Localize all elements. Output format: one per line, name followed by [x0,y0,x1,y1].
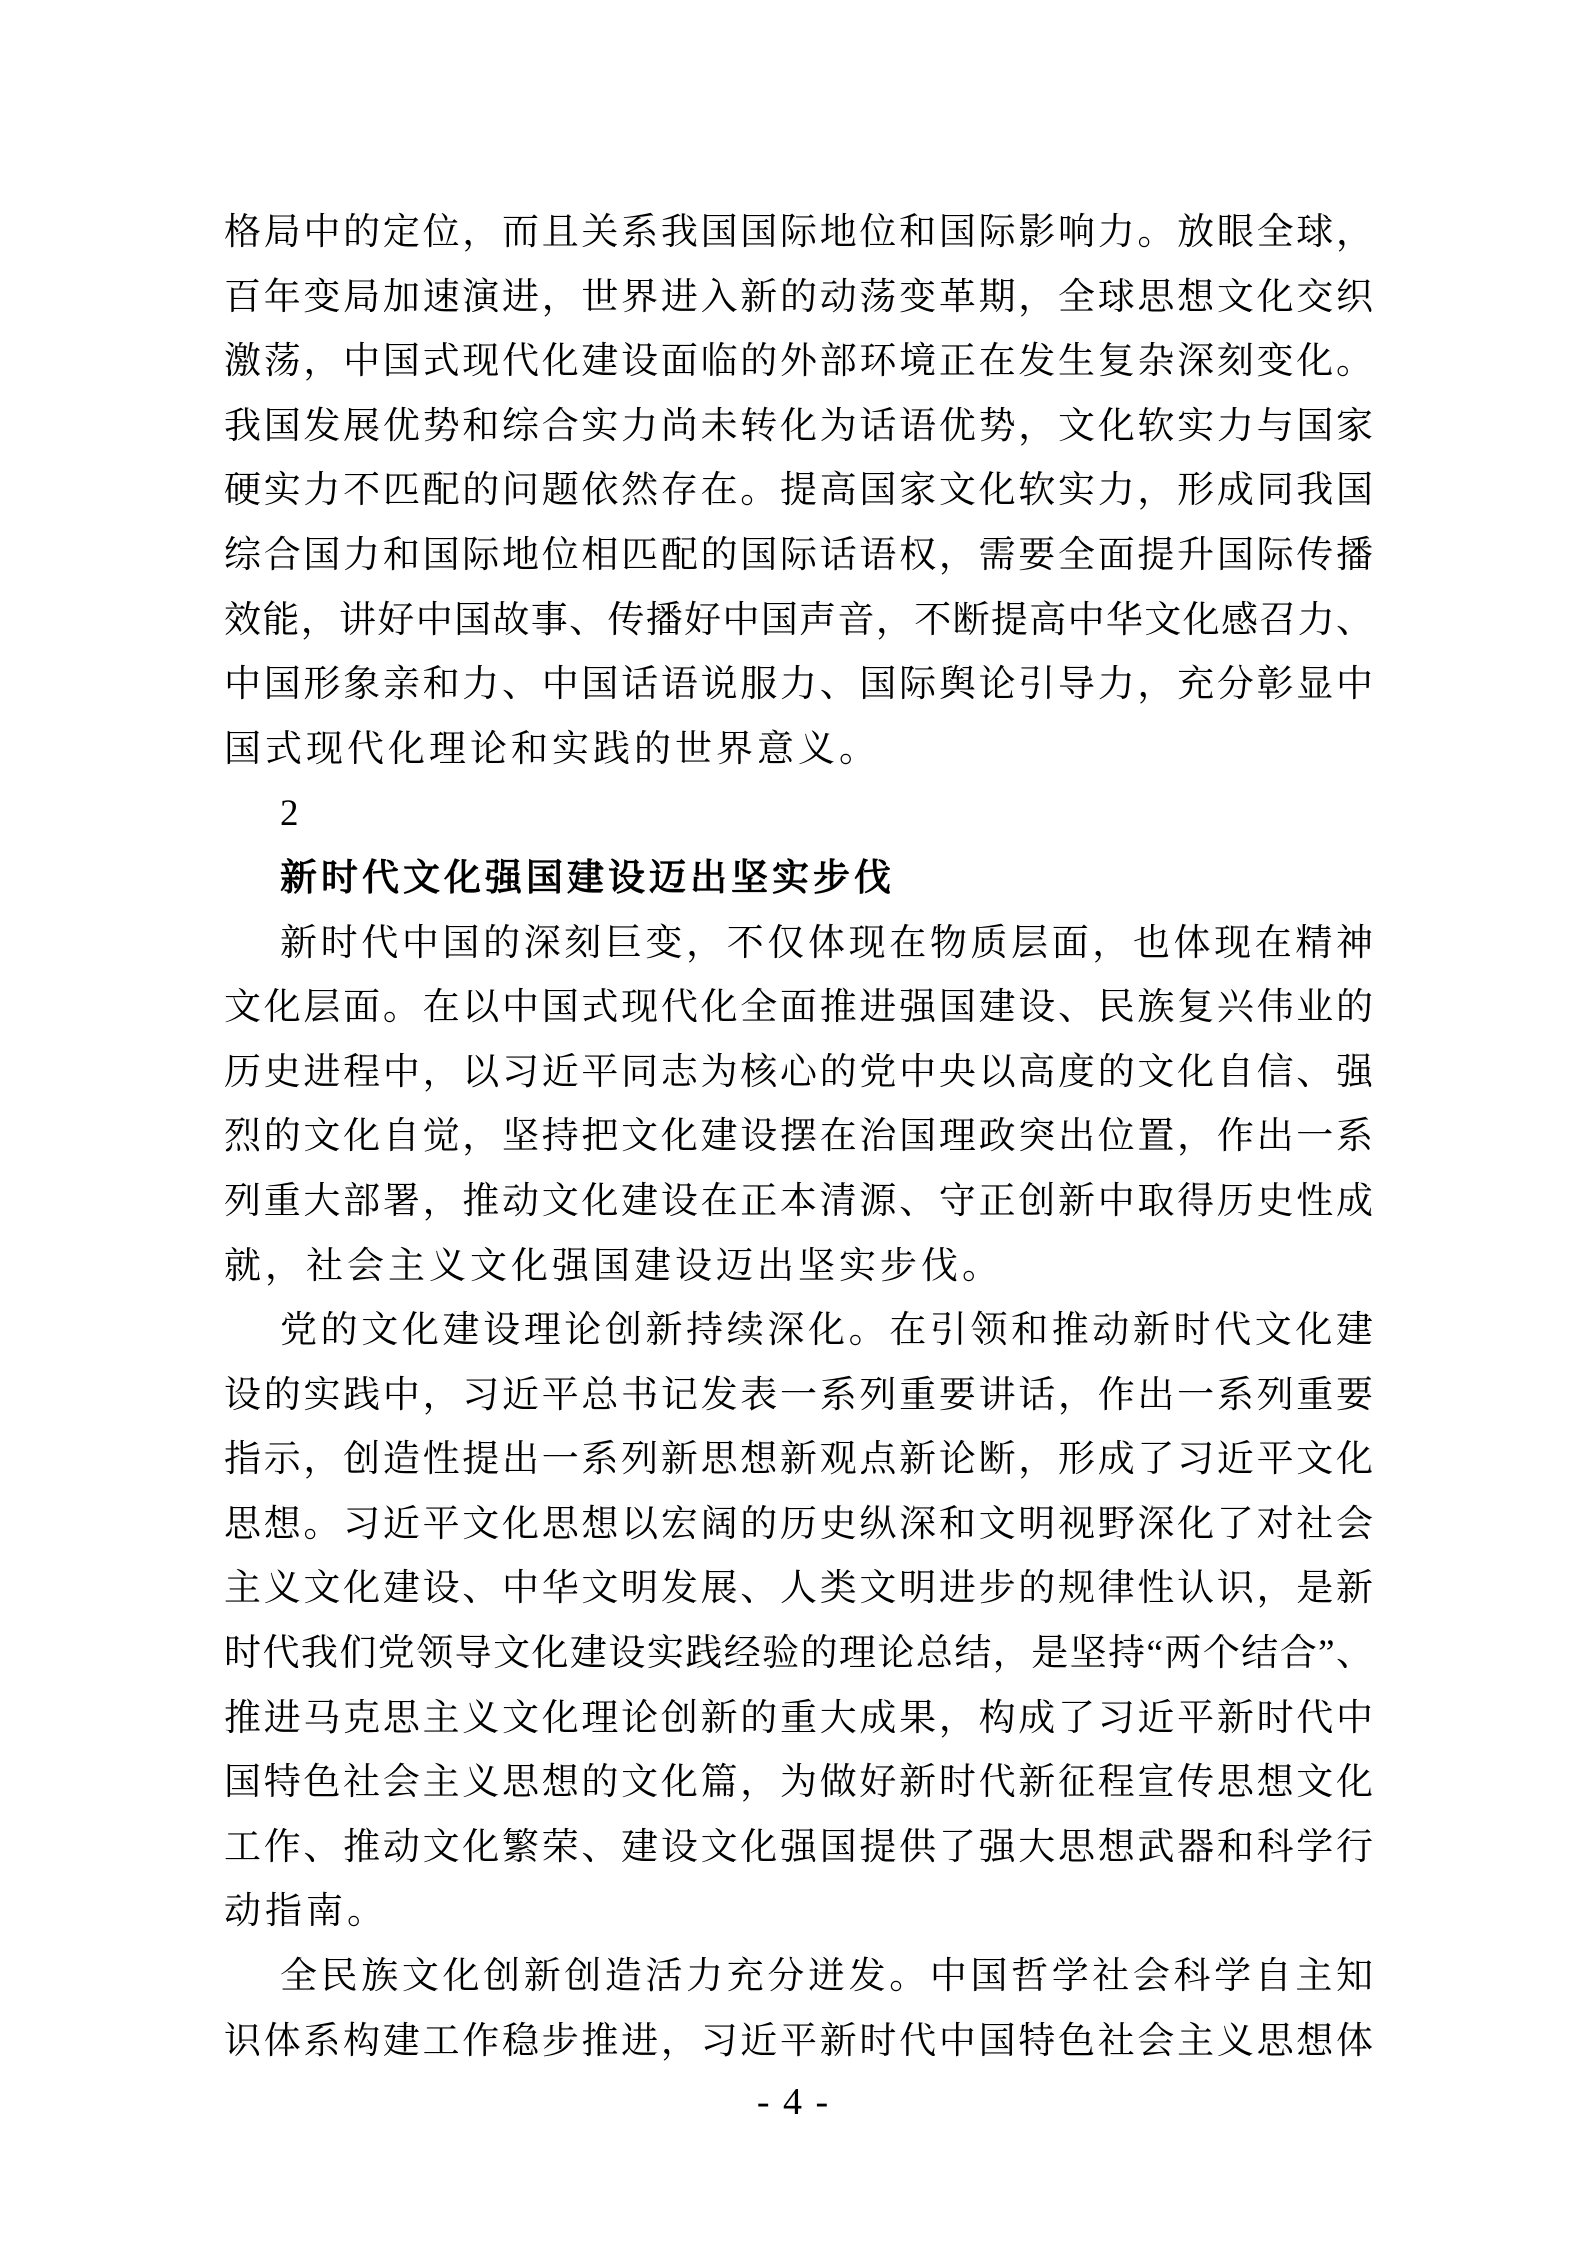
text-line: 硬实力不匹配的问题依然存在。提高国家文化软实力，形成同我国 [224,470,1373,512]
text-line: 全民族文化创新创造活力充分迸发。中国哲学社会科学自主知 [280,1956,1373,1998]
text-line: 格局中的定位，而且关系我国国际地位和国际影响力。放眼全球， [224,212,1373,253]
text-line: 就，社会主义文化强国建设迈出坚实步伐。 [224,1245,1003,1287]
text-line: 中国形象亲和力、中国话语说服力、国际舆论引导力，充分彰显中 [224,664,1373,706]
text-line: 激荡，中国式现代化建设面临的外部环境正在发生复杂深刻变化。 [224,341,1373,383]
text-line: 我国发展优势和综合实力尚未转化为话语优势，文化软实力与国家 [224,405,1373,447]
paragraph [224,1299,1373,1945]
text-line: 设的实践中，习近平总书记发表一系列重要讲话，作出一系列重要 [224,1374,1373,1416]
text-line: 时代我们党领导文化建设实践经验的理论总结，是坚持“两个结合”、 [224,1633,1373,1675]
page-number: - 4 - [756,2081,831,2123]
paragraph-continuation [224,201,1373,782]
text-line: 烈的文化自觉，坚持把文化建设摆在治国理政突出位置，作出一系 [224,1116,1373,1158]
text-line: 指示，创造性提出一系列新思想新观点新论断，形成了习近平文化 [224,1439,1373,1481]
text-line: 识体系构建工作稳步推进，习近平新时代中国特色社会主义思想体 [224,2020,1373,2062]
text-line: 效能，讲好中国故事、传播好中国声音，不断提高中华文化感召力、 [224,599,1373,641]
text-line: 推进马克思主义文化理论创新的重大成果，构成了习近平新时代中 [224,1697,1373,1739]
section-number: 2 [280,793,303,835]
text-line: 百年变局加速演进，世界进入新的动荡变革期，全球思想文化交织 [224,276,1373,318]
text-line: 工作、推动文化繁荣、建设文化强国提供了强大思想武器和科学行 [224,1826,1373,1868]
text-line: 文化层面。在以中国式现代化全面推进强国建设、民族复兴伟业的 [224,987,1373,1029]
text-line: 国式现代化理论和实践的世界意义。 [224,728,880,770]
text-line: 国特色社会主义思想的文化篇，为做好新时代新征程宣传思想文化 [224,1762,1373,1804]
text-body [224,201,1373,2074]
text-line: 历史进程中，以习近平同志为核心的党中央以高度的文化自信、强 [224,1051,1373,1093]
text-line: 新时代中国的深刻巨变，不仅体现在物质层面，也体现在精神 [280,922,1373,964]
paragraph [224,1945,1373,2074]
text-line: 党的文化建设理论创新持续深化。在引领和推动新时代文化建 [280,1310,1373,1352]
text-line: 主义文化建设、中华文明发展、人类文明进步的规律性认识，是新 [224,1568,1373,1610]
paragraph [224,912,1373,1300]
text-line: 思想。习近平文化思想以宏阔的历史纵深和文明视野深化了对社会 [224,1503,1373,1545]
text-line: 列重大部署，推动文化建设在正本清源、守正创新中取得历史性成 [224,1180,1373,1222]
section-heading: 新时代文化强国建设迈出坚实步伐 [280,857,895,899]
text-line: 综合国力和国际地位相匹配的国际话语权，需要全面提升国际传播 [224,534,1373,576]
text-line: 动指南。 [224,1891,388,1933]
